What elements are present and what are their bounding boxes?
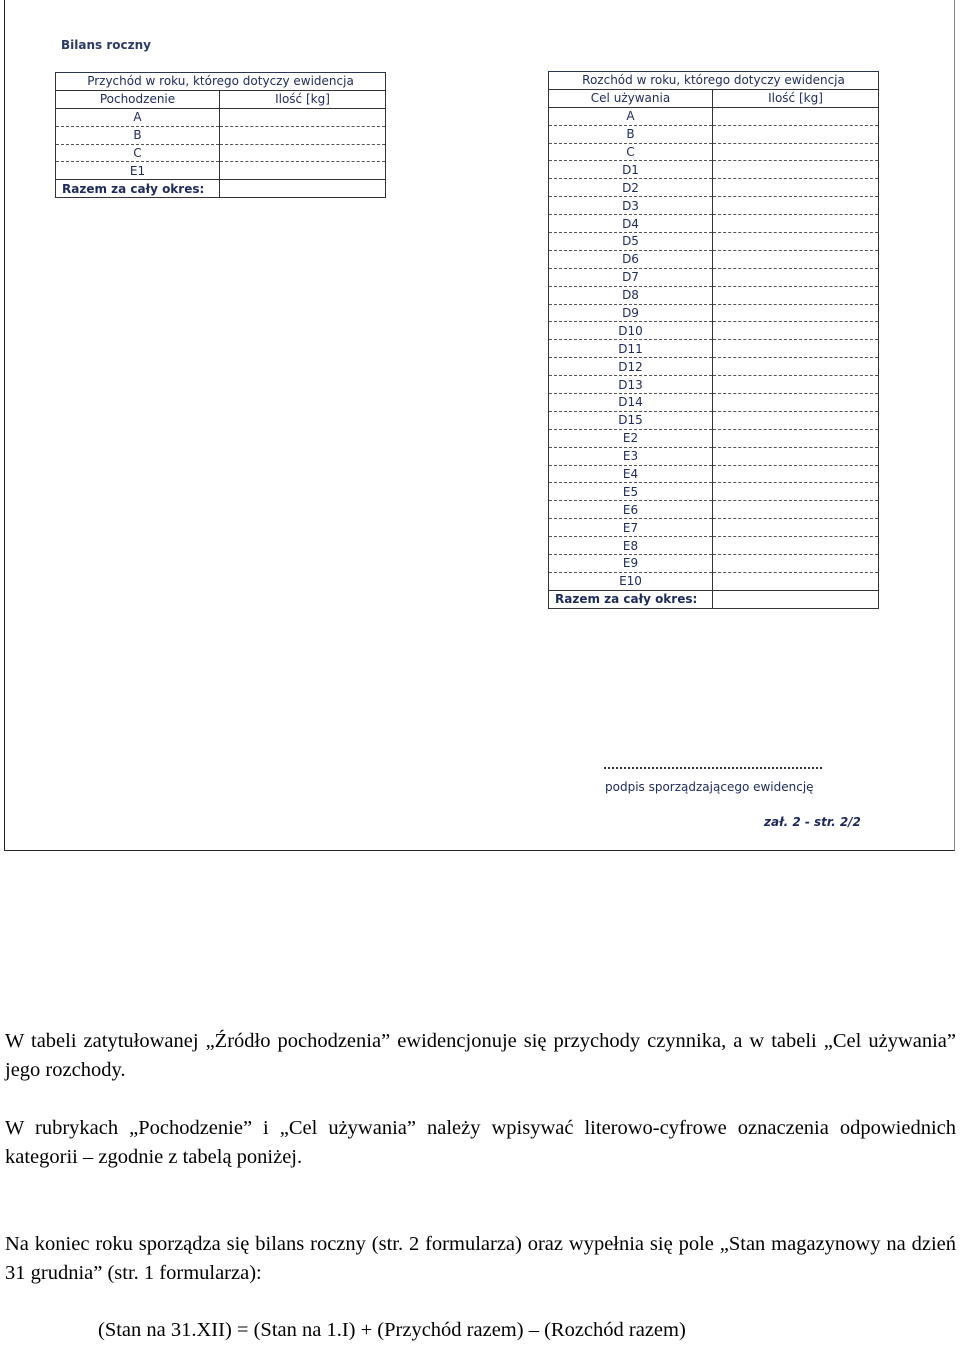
outcome-row-code: B (549, 125, 713, 143)
outcome-row-qty-cell[interactable] (713, 125, 879, 143)
outcome-row-qty-cell[interactable] (713, 447, 879, 465)
page-reference: zał. 2 - str. 2/2 (764, 815, 861, 829)
outcome-row-qty-cell[interactable] (713, 107, 879, 125)
outcome-row-code: E10 (549, 572, 713, 590)
outcome-row (549, 519, 879, 537)
outcome-row-code: D9 (549, 304, 713, 322)
outcome-row (549, 215, 879, 233)
outcome-row-code: D7 (549, 268, 713, 286)
outcome-row (549, 483, 879, 501)
outcome-row-qty-cell[interactable] (713, 233, 879, 251)
paragraph-3: Na koniec roku sporządza się bilans roczny (str. 2 formularza) oraz wypełnia się pole „Stan magazynowy na dzień 31 grudnia” (str. 1 formularza): (5, 1233, 956, 1284)
paragraph-2: W rubrykach „Pochodzenie” i „Cel używania” należy wpisywać literowo-cyfrowe oznaczenia odpowiednich kategorii – zgodnie z tabelą poniżej. (5, 1117, 956, 1168)
outcome-row (549, 340, 879, 358)
outcome-row-code: D5 (549, 233, 713, 251)
outcome-row (549, 143, 879, 161)
income-col-origin: Pochodzenie (56, 90, 220, 108)
income-total-label: Razem za cały okres: (56, 180, 220, 198)
outcome-row-qty-cell[interactable] (713, 286, 879, 304)
outcome-row-qty-cell[interactable] (713, 340, 879, 358)
outcome-row-qty-cell[interactable] (713, 161, 879, 179)
outcome-row (549, 358, 879, 376)
outcome-row-code: A (549, 107, 713, 125)
outcome-row-code: D8 (549, 286, 713, 304)
outcome-row-qty-cell[interactable] (713, 394, 879, 412)
outcome-row-code: D12 (549, 358, 713, 376)
outcome-row-code: D10 (549, 322, 713, 340)
outcome-row-code: E3 (549, 447, 713, 465)
outcome-total-label: Razem za cały okres: (549, 590, 713, 608)
outcome-row-code: D14 (549, 394, 713, 412)
outcome-row-code: D4 (549, 215, 713, 233)
outcome-row (549, 411, 879, 429)
outcome-row (549, 537, 879, 555)
income-total-qty-cell[interactable] (220, 180, 386, 198)
outcome-row (549, 447, 879, 465)
outcome-row-qty-cell[interactable] (713, 143, 879, 161)
outcome-row (549, 179, 879, 197)
income-row-qty-cell[interactable] (220, 162, 386, 180)
outcome-row (549, 125, 879, 143)
outcome-row-code: E9 (549, 555, 713, 573)
signature-label: podpis sporządzającego ewidencję (605, 780, 814, 794)
income-total-row (56, 180, 386, 198)
outcome-row (549, 501, 879, 519)
outcome-row-code: D2 (549, 179, 713, 197)
income-row (56, 108, 386, 126)
outcome-col-qty: Ilość [kg] (713, 89, 879, 107)
outcome-row (549, 572, 879, 590)
outcome-row (549, 394, 879, 412)
outcome-row-qty-cell[interactable] (713, 358, 879, 376)
outcome-row (549, 286, 879, 304)
outcome-row-qty-cell[interactable] (713, 555, 879, 573)
outcome-row-code: C (549, 143, 713, 161)
outcome-row (549, 233, 879, 251)
income-row (56, 162, 386, 180)
income-row-code: E1 (56, 162, 220, 180)
outcome-total-qty-cell[interactable] (713, 590, 879, 608)
outcome-row (549, 429, 879, 447)
outcome-table (548, 71, 879, 609)
outcome-row-qty-cell[interactable] (713, 197, 879, 215)
outcome-row-qty-cell[interactable] (713, 501, 879, 519)
outcome-row (549, 250, 879, 268)
outcome-row-qty-cell[interactable] (713, 304, 879, 322)
outcome-row (549, 161, 879, 179)
outcome-total-row (549, 590, 879, 608)
outcome-row-qty-cell[interactable] (713, 179, 879, 197)
outcome-row-code: E2 (549, 429, 713, 447)
income-row (56, 126, 386, 144)
outcome-table-header: Rozchód w roku, którego dotyczy ewidencja (549, 72, 879, 90)
income-row-qty-cell[interactable] (220, 108, 386, 126)
outcome-row (549, 107, 879, 125)
income-table-header: Przychód w roku, którego dotyczy ewidencja (56, 73, 386, 91)
signature-line (604, 767, 822, 769)
outcome-row-qty-cell[interactable] (713, 250, 879, 268)
outcome-row-code: E7 (549, 519, 713, 537)
income-table (55, 72, 386, 198)
outcome-row (549, 197, 879, 215)
income-row-code: A (56, 108, 220, 126)
income-row-code: C (56, 144, 220, 162)
outcome-row-code: D1 (549, 161, 713, 179)
outcome-row (549, 376, 879, 394)
outcome-row (549, 268, 879, 286)
outcome-row-code: E6 (549, 501, 713, 519)
outcome-row-qty-cell[interactable] (713, 429, 879, 447)
outcome-row (549, 555, 879, 573)
outcome-row-qty-cell[interactable] (713, 572, 879, 590)
outcome-row-qty-cell[interactable] (713, 376, 879, 394)
outcome-row-code: E5 (549, 483, 713, 501)
outcome-row-qty-cell[interactable] (713, 411, 879, 429)
form-title: Bilans roczny (61, 38, 151, 52)
balance-formula: (Stan na 31.XII) = (Stan na 1.I) + (Przychód razem) – (Rozchód razem) (98, 1319, 686, 1341)
paragraph-1: W tabeli zatytułowanej „Źródło pochodzenia” ewidencjonuje się przychody czynnika, a w tabeli „Cel używania” jego rozchody. (5, 1030, 956, 1081)
outcome-row-qty-cell[interactable] (713, 215, 879, 233)
outcome-row-code: D3 (549, 197, 713, 215)
outcome-row-code: D6 (549, 250, 713, 268)
outcome-row-code: D15 (549, 411, 713, 429)
outcome-row-code: E4 (549, 465, 713, 483)
income-row-code: B (56, 126, 220, 144)
outcome-row-qty-cell[interactable] (713, 537, 879, 555)
outcome-row-qty-cell[interactable] (713, 519, 879, 537)
outcome-row (549, 304, 879, 322)
outcome-row-qty-cell[interactable] (713, 322, 879, 340)
income-row (56, 144, 386, 162)
outcome-col-purpose: Cel używania (549, 89, 713, 107)
outcome-row-qty-cell[interactable] (713, 483, 879, 501)
outcome-row (549, 322, 879, 340)
outcome-row-code: D11 (549, 340, 713, 358)
outcome-row-code: D13 (549, 376, 713, 394)
outcome-row-qty-cell[interactable] (713, 268, 879, 286)
income-row-qty-cell[interactable] (220, 144, 386, 162)
outcome-row-code: E8 (549, 537, 713, 555)
outcome-row-qty-cell[interactable] (713, 465, 879, 483)
income-row-qty-cell[interactable] (220, 126, 386, 144)
outcome-row (549, 465, 879, 483)
income-col-qty: Ilość [kg] (220, 90, 386, 108)
